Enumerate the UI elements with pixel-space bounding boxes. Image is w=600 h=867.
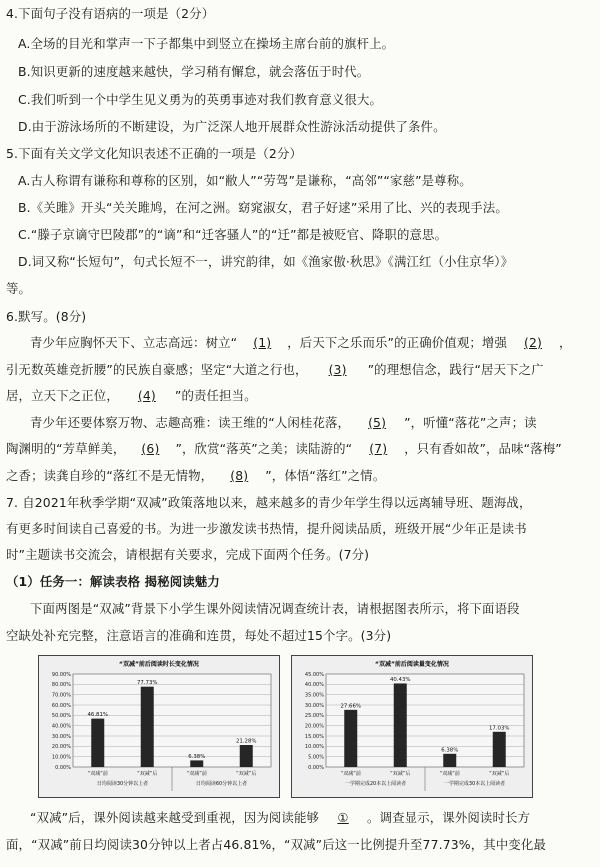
answer-blank[interactable]: ①	[337, 810, 349, 825]
q6-line: 引无数英雄竞折腰”的民族自豪感；坚定“大道之行也， (3) ”的理想信念，践行“居天下之广	[6, 362, 544, 377]
q5-option-c: C.“滕子京谪守巴陵郡”的“谪”和“迁客骚人”的“迁”都是被贬官、降职的意思。	[18, 227, 448, 242]
chart-title: “双减”前后阅读量变化情况	[375, 661, 449, 668]
bar	[344, 710, 357, 767]
q7-line: 有更多时间读自己喜爱的书。为进一步激发读书热情，提升阅读品质，班级开展“少年正是读书	[6, 521, 527, 536]
chart-title: “双减”前后阅读时长变化情况	[119, 661, 199, 668]
q7-instruction: 下面两图是“双减”背景下小学生课外阅读情况调查统计表，请根据图表所示，将下面语段	[30, 601, 520, 616]
y-tick-label: 40.00%	[304, 682, 324, 689]
answer-blank[interactable]: (6)	[141, 441, 160, 456]
answer-blank[interactable]: (1)	[253, 335, 272, 350]
q7-instruction: 空缺处补充完整，注意语言的准确和连贯，每处不超过15个字。(3分)	[6, 628, 392, 643]
data-label: 21.28%	[235, 738, 257, 745]
q6-line: 陶渊明的“芳草鲜美， (6) ”，欣赏“落英”之美；读陆游的“ (7) ，只有香如故”，品味“落梅”	[6, 441, 562, 456]
q4-stem: 4.下面句子没有语病的一项是（2分）	[6, 6, 215, 21]
bar	[394, 683, 407, 767]
y-tick-label: 50.00%	[51, 713, 71, 720]
reading-volume-chart-svg	[292, 656, 532, 797]
x-group-label: 日均阅读60分钟以上者	[195, 781, 248, 787]
bar	[190, 760, 203, 767]
x-category-label: “双减”前	[340, 771, 361, 777]
q4-option-b: B.知识更新的速度越来越快，学习稍有懈怠，就会落伍于时代。	[18, 64, 370, 79]
bar	[493, 732, 506, 767]
q6-line: 之香；读龚自珍的“落红不是无情物， (8) ”，体悟“落红”之情。	[6, 468, 386, 483]
q6-line: 居，立天下之正位， (4) ”的责任担当。	[6, 388, 257, 403]
answer-blank[interactable]: (3)	[328, 362, 347, 377]
answer-blank[interactable]: (2)	[523, 335, 542, 350]
bar	[141, 687, 154, 767]
y-tick-label: 25.00%	[304, 713, 324, 720]
x-group-label: 一学期完成20本以上阅读者	[344, 781, 407, 787]
bar	[443, 754, 456, 767]
y-tick-label: 70.00%	[51, 692, 71, 699]
x-category-label: “双减”前	[439, 771, 460, 777]
q4-option-d: D.由于游泳场所的不断建设，为广泛深人地开展群众性游泳活动提供了条件。	[18, 119, 446, 134]
y-tick-label: 0.00%	[55, 764, 71, 771]
y-tick-label: 80.00%	[51, 682, 71, 689]
q7-line: 7. 自2021年秋季学期“双减”政策落地以来，越来越多的青少年学生得以远离辅导班、题海战，	[6, 495, 532, 510]
q5-option-b: B.《关雎》开头“关关雎鸠，在河之洲。窈窕淑女，君子好逑”采用了比、兴的表现手法。	[18, 200, 508, 215]
bar	[240, 745, 253, 767]
q6-stem: 6.默写。(8分)	[6, 309, 87, 324]
y-tick-label: 10.00%	[51, 754, 71, 761]
data-label: 17.03%	[488, 725, 510, 732]
x-group-label: 一学期完成30本以上阅读者	[443, 781, 506, 787]
q5-option-d: D.词又称“长短句”，句式长短不一，讲究韵律，如《渔家傲·秋思》《满江红（小住京华）》	[18, 254, 514, 269]
answer-blank[interactable]: (8)	[230, 468, 249, 483]
q4-option-a: A.全场的目光和掌声一下子都集中到竖立在操场主席台前的旗杆上。	[18, 36, 395, 51]
q5-option-d-cont: 等。	[6, 281, 32, 296]
x-group-label: 日均阅读30分钟以上者	[96, 781, 149, 787]
q5-option-a: A.古人称谓有谦称和尊称的区别，如“敝人”“劳驾”是谦称，“高邻”“家慈”是尊称。	[18, 173, 472, 188]
y-tick-label: 90.00%	[51, 671, 71, 678]
q6-line: 青少年应胸怀天下、立志高远：树立“ (1) ，后天下之乐而乐”的正确价值观；增强 (2) ，	[30, 335, 572, 350]
answer-blank[interactable]: (5)	[368, 415, 387, 430]
x-category-label: “双减”后	[137, 771, 158, 777]
reading-volume-chart	[291, 655, 533, 798]
reading-time-chart	[38, 655, 280, 798]
q5-stem: 5.下面有关文学文化知识表述不正确的一项是（2分）	[6, 146, 303, 161]
answer-blank[interactable]: (4)	[137, 388, 156, 403]
data-label: 27.66%	[340, 703, 362, 710]
q6-line: 青少年还要体察万物、志趣高雅：读王维的“人闲桂花落， (5) ”，听懂“落花”之声；读	[30, 415, 537, 430]
x-category-label: “双减”后	[390, 771, 411, 777]
q7-task1-heading: （1）任务一：解读表格 揭秘阅读魅力	[6, 574, 220, 589]
y-tick-label: 5.00%	[308, 754, 324, 761]
bar	[91, 719, 104, 767]
q7-answer-line: “双减”后，课外阅读越来越受到重视，因为阅读能够 ① 。调查显示，课外阅读时长方	[30, 810, 531, 825]
data-label: 6.38%	[188, 753, 206, 760]
y-tick-label: 10.00%	[304, 744, 324, 751]
x-category-label: “双减”前	[186, 771, 207, 777]
q4-option-c: C.我们听到一个中学生见义勇为的英勇事迹对我们教育意义很大。	[18, 92, 383, 107]
y-tick-label: 35.00%	[304, 692, 324, 699]
y-tick-label: 40.00%	[51, 723, 71, 730]
q7-line: 时”主题读书交流会，请根据有关要求，完成下面两个任务。(7分)	[6, 547, 370, 562]
y-tick-label: 15.00%	[304, 733, 324, 740]
y-tick-label: 20.00%	[51, 744, 71, 751]
y-tick-label: 20.00%	[304, 723, 324, 730]
answer-blank[interactable]: (7)	[369, 441, 388, 456]
x-category-label: “双减”前	[87, 771, 108, 777]
y-tick-label: 60.00%	[51, 702, 71, 709]
data-label: 40.43%	[389, 676, 411, 683]
x-category-label: “双减”后	[236, 771, 257, 777]
y-tick-label: 30.00%	[304, 702, 324, 709]
x-category-label: “双减”后	[489, 771, 510, 777]
q7-answer-line: 面，“双减”前日均阅读30分钟以上者占46.81%，“双减”后这一比例提升至77.73%，其中变化最	[6, 837, 546, 852]
data-label: 6.38%	[441, 747, 459, 754]
reading-time-chart-svg	[39, 656, 279, 797]
y-tick-label: 45.00%	[304, 671, 324, 678]
y-tick-label: 0.00%	[308, 764, 324, 771]
y-tick-label: 30.00%	[51, 733, 71, 740]
data-label: 77.73%	[136, 680, 158, 687]
data-label: 46.81%	[87, 712, 109, 719]
